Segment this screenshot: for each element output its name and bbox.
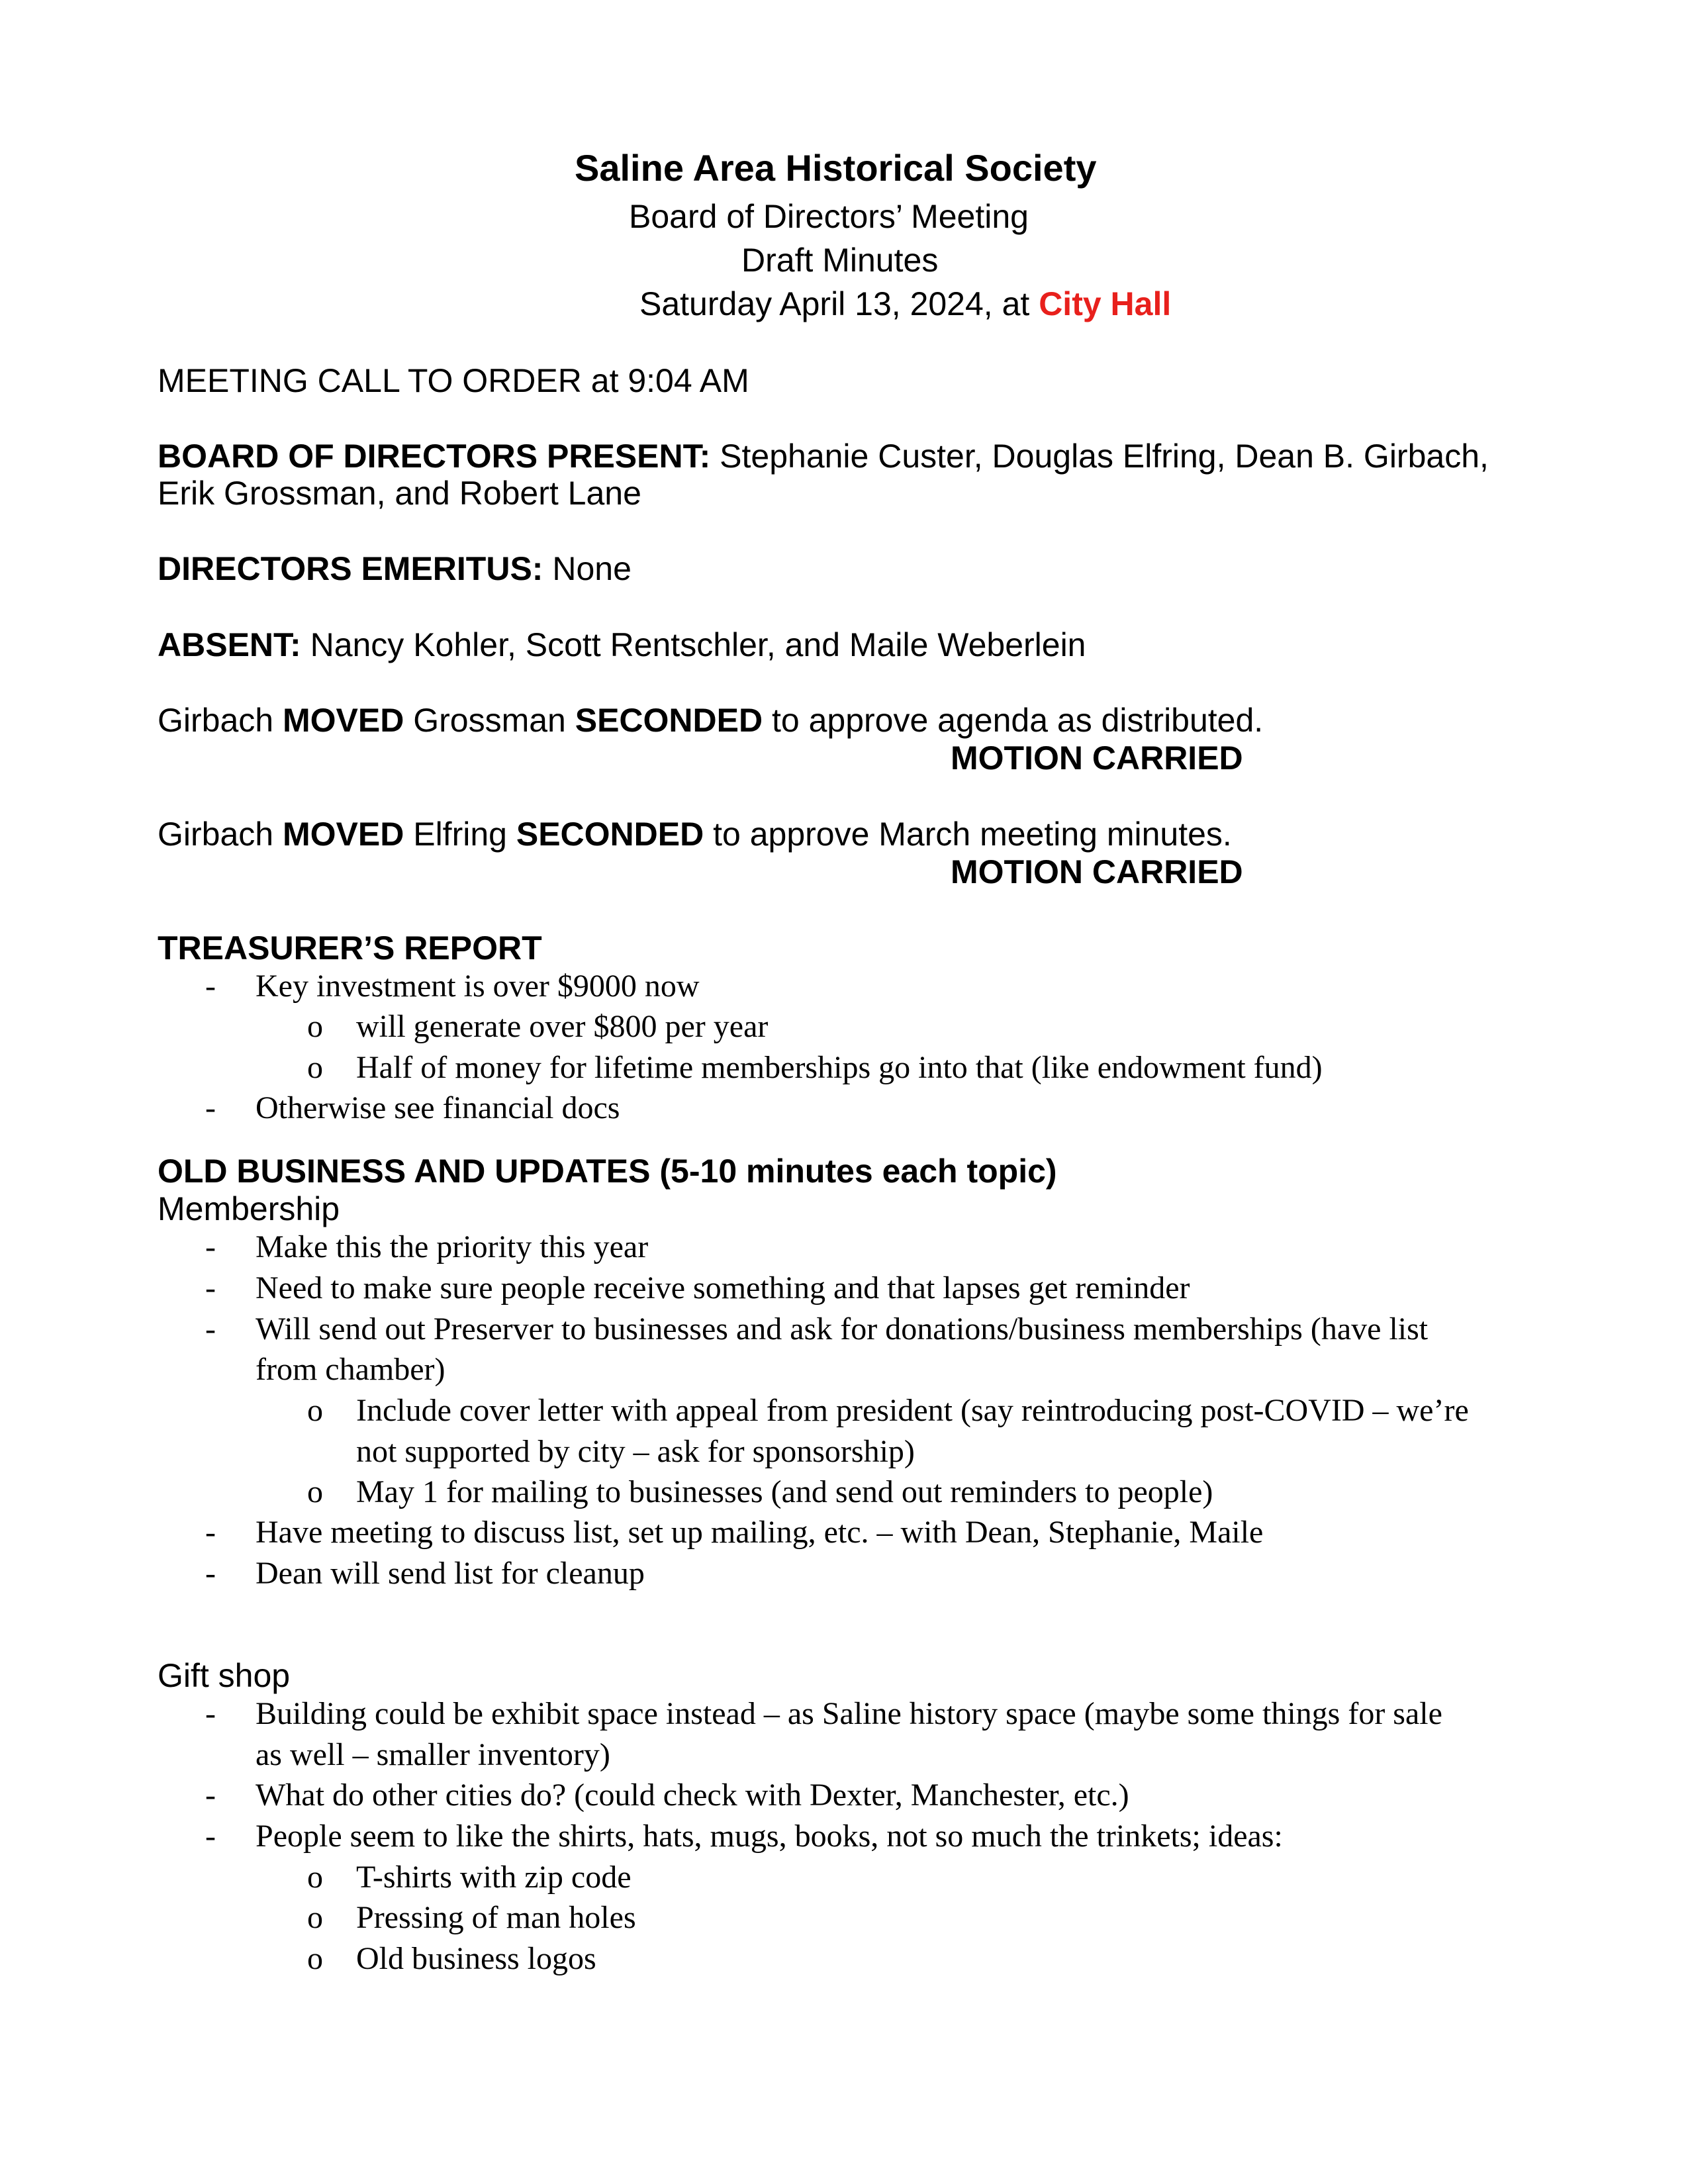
dash-bullet: - [205, 1311, 216, 1347]
emeritus-value: None [543, 550, 632, 587]
motion-2 [158, 815, 1232, 853]
list-item-continuation: from chamber) [256, 1352, 445, 1387]
motion-seconded: SECONDED [575, 702, 763, 739]
meeting-date [639, 285, 1171, 323]
present-label: BOARD OF DIRECTORS PRESENT: [158, 438, 711, 475]
list-item-text: People seem to like the shirts, hats, mugs, books, not so much the trinkets; ideas: [256, 1819, 1283, 1854]
motion-mover: Girbach [158, 816, 283, 853]
old-business-heading: OLD BUSINESS AND UPDATES (5-10 minutes each topic) [158, 1153, 1057, 1190]
list-item-text: Need to make sure people receive something and that lapses get reminder [256, 1270, 1190, 1306]
list-item-text: Pressing of man holes [356, 1900, 636, 1935]
circle-bullet: o [307, 1050, 323, 1085]
present-names-1: Stephanie Custer, Douglas Elfring, Dean B. Girbach, [710, 438, 1489, 475]
circle-bullet: o [307, 1474, 323, 1509]
absent-value: Nancy Kohler, Scott Rentschler, and Maile Weberlein [301, 626, 1086, 663]
absent-line [158, 626, 1086, 664]
doc-type: Draft Minutes [741, 242, 939, 279]
org-title: Saline Area Historical Society [575, 147, 1097, 189]
absent-label: ABSENT: [158, 626, 301, 663]
membership-title: Membership [158, 1190, 340, 1227]
dash-bullet: - [205, 1090, 216, 1125]
list-item-text: Make this the priority this year [256, 1229, 649, 1264]
present-line-1 [158, 437, 1489, 475]
list-item-continuation: as well – smaller inventory) [256, 1737, 610, 1772]
motion-mover: Girbach [158, 702, 283, 739]
dash-bullet: - [205, 969, 216, 1004]
dash-bullet: - [205, 1556, 216, 1591]
list-item-text: What do other cities do? (could check with Dexter, Manchester, etc.) [256, 1778, 1129, 1813]
date-text: Saturday April 13, 2024, at [639, 285, 1039, 322]
gift-shop-title: Gift shop [158, 1657, 291, 1694]
list-item-text: Dean will send list for cleanup [256, 1556, 645, 1591]
emeritus-line [158, 549, 632, 588]
motion-seconder: Grossman [404, 702, 575, 739]
list-item-text: May 1 for mailing to businesses (and send out reminders to people) [356, 1474, 1213, 1509]
list-item-text: will generate over $800 per year [356, 1009, 769, 1044]
motion-2-result: MOTION CARRIED [951, 853, 1243, 890]
motion-text: to approve agenda as distributed. [763, 702, 1264, 739]
motion-text: to approve March meeting minutes. [704, 816, 1232, 853]
list-item-text: Include cover letter with appeal from president (say reintroducing post-COVID – we’re [356, 1393, 1469, 1428]
circle-bullet: o [307, 1393, 323, 1428]
list-item-text: Key investment is over $9000 now [256, 969, 700, 1004]
list-item-continuation: not supported by city – ask for sponsorship) [356, 1434, 915, 1469]
circle-bullet: o [307, 1941, 323, 1976]
list-item-text: Old business logos [356, 1941, 596, 1976]
dash-bullet: - [205, 1515, 216, 1550]
circle-bullet: o [307, 1900, 323, 1935]
circle-bullet: o [307, 1009, 323, 1044]
meeting-location: City Hall [1039, 285, 1172, 322]
call-to-order: MEETING CALL TO ORDER at 9:04 AM [158, 362, 749, 399]
dash-bullet: - [205, 1778, 216, 1813]
motion-moved: MOVED [282, 702, 404, 739]
list-item-text: Have meeting to discuss list, set up mailing, etc. – with Dean, Stephanie, Maile [256, 1515, 1264, 1550]
dash-bullet: - [205, 1229, 216, 1264]
dash-bullet: - [205, 1270, 216, 1306]
motion-seconder: Elfring [404, 816, 516, 853]
list-item-text: Building could be exhibit space instead – as Saline history space (maybe some things for sale [256, 1696, 1442, 1731]
motion-seconded: SECONDED [516, 816, 704, 853]
dash-bullet: - [205, 1819, 216, 1854]
emeritus-label: DIRECTORS EMERITUS: [158, 550, 543, 587]
meeting-title: Board of Directors’ Meeting [629, 198, 1029, 235]
list-item-text: Half of money for lifetime memberships go into that (like endowment fund) [356, 1050, 1323, 1085]
list-item-text: Otherwise see financial docs [256, 1090, 620, 1125]
treasurer-heading: TREASURER’S REPORT [158, 929, 542, 967]
motion-moved: MOVED [282, 816, 404, 853]
list-item-text: T-shirts with zip code [356, 1860, 632, 1895]
circle-bullet: o [307, 1860, 323, 1895]
list-item-text: Will send out Preserver to businesses and ask for donations/business memberships (have list [256, 1311, 1429, 1347]
present-line-2: Erik Grossman, and Robert Lane [158, 475, 641, 512]
motion-1 [158, 701, 1263, 739]
motion-1-result: MOTION CARRIED [951, 739, 1243, 777]
dash-bullet: - [205, 1696, 216, 1731]
